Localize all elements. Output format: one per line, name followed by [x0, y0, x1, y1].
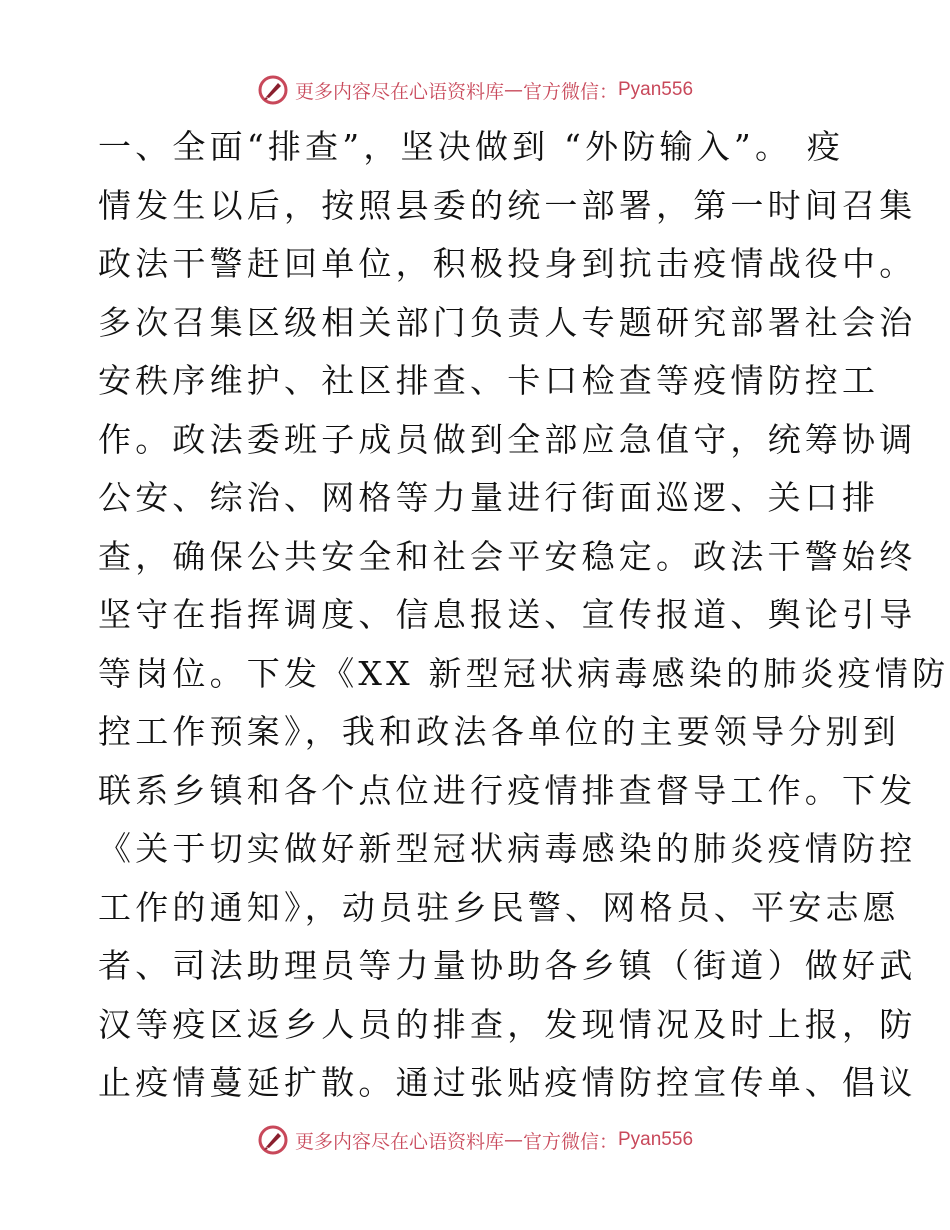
header-banner-dash: —	[503, 79, 523, 101]
document-body	[98, 118, 950, 1113]
body-line: 多次召集区级相关部门负责人专题研究部署社会治	[98, 302, 917, 342]
body-line: 坚守在指挥调度、信息报送、宣传报道、舆论引导	[98, 595, 917, 634]
body-line: 一、全面“排查”，坚决做到 “外防输入”。 疫	[98, 127, 845, 166]
quill-circle-icon	[257, 74, 289, 106]
body-line: 汉等疫区返乡人员的排查，发现情况及时上报，防	[98, 1004, 917, 1044]
header-banner-contact: 官方微信：	[522, 80, 618, 103]
body-line: 止疫情蔓延扩散。通过张贴疫情防控宣传单、倡议	[98, 1063, 917, 1102]
header-banner	[0, 70, 950, 110]
footer-banner-text: 更多内容尽在心语资料库	[294, 1130, 504, 1153]
body-line: 工作的通知》，动员驻乡民警、网格员、平安志愿	[98, 887, 900, 927]
quill-circle-icon	[257, 1124, 289, 1156]
body-line: 等岗位。下发《XX 新型冠状病毒感染的肺炎疫情防	[98, 653, 950, 693]
body-line: 安秩序维护、社区排查、卡口检查等疫情防控工	[98, 361, 880, 400]
body-line: 联系乡镇和各个点位进行疫情排查督导工作。下发	[98, 770, 917, 810]
body-line: 控工作预案》，我和政法各单位的主要领导分别到	[98, 712, 900, 751]
footer-banner-id: Pyan556	[618, 1129, 694, 1150]
body-line: 情发生以后，按照县委的统一部署，第一时间召集	[98, 185, 917, 225]
footer-banner-contact: 官方微信：	[522, 1130, 618, 1153]
body-line: 作。政法委班子成员做到全部应急值守，统筹协调	[98, 419, 917, 459]
body-line: 政法干警赶回单位，积极投身到抗击疫情战役中。	[98, 244, 917, 283]
header-banner-text: 更多内容尽在心语资料库	[294, 80, 504, 103]
body-line: 者、司法助理员等力量协助各乡镇（街道）做好武	[98, 946, 917, 985]
body-line: 《关于切实做好新型冠状病毒感染的肺炎疫情防控	[98, 829, 917, 868]
body-line: 公安、综治、网格等力量进行街面巡逻、关口排	[98, 478, 880, 517]
footer-banner	[0, 1120, 950, 1160]
footer-banner-dash: —	[503, 1129, 523, 1151]
header-banner-id: Pyan556	[618, 79, 694, 100]
body-line: 查，确保公共安全和社会平安稳定。政法干警始终	[98, 536, 917, 576]
